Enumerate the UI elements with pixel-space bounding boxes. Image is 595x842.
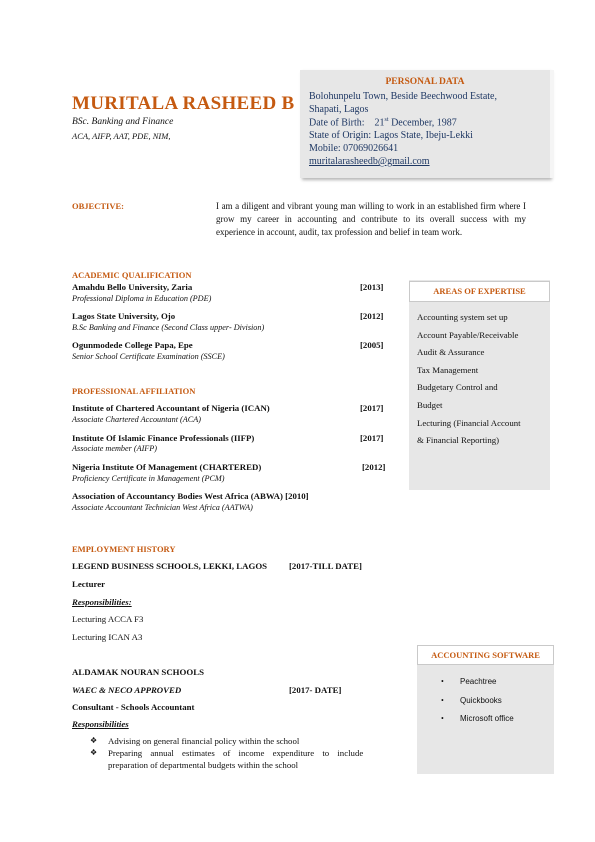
dob-day: 21 bbox=[374, 117, 385, 129]
job2-duty-2: Preparing annual estimates of income expenditure to include bbox=[108, 748, 364, 758]
academic-label: ACADEMIC QUALIFICATION bbox=[72, 270, 192, 280]
expertise-item-1: Accounting system set up bbox=[417, 312, 508, 322]
expertise-item-8: & Financial Reporting) bbox=[417, 435, 500, 445]
job1-role: Lecturer bbox=[72, 579, 106, 589]
academic-year-2: [2012] bbox=[360, 311, 384, 321]
academic-year-1: [2013] bbox=[360, 282, 384, 292]
address-line-2: Shapati, Lagos bbox=[309, 104, 369, 115]
academic-school-1: Amahdu Bello University, Zaria bbox=[72, 282, 193, 292]
affiliation-label: PROFESSIONAL AFFILIATION bbox=[72, 386, 196, 396]
job2-responsibilities-label: Responsibilities bbox=[72, 719, 129, 729]
candidate-name: MURITALA RASHEED B bbox=[72, 93, 295, 114]
job1-duty-1: Lecturing ACCA F3 bbox=[72, 614, 144, 624]
software-item-2: Quickbooks bbox=[460, 696, 502, 705]
affiliation-detail-3: Proficiency Certificate in Management (PCM) bbox=[72, 474, 225, 483]
employment-label: EMPLOYMENT HISTORY bbox=[72, 544, 176, 554]
mobile-number: Mobile: 07069026641 bbox=[309, 143, 399, 154]
date-of-birth bbox=[309, 117, 457, 128]
software-item-3: Microsoft office bbox=[460, 714, 514, 723]
affiliation-body-2: Institute Of Islamic Finance Professionals (IIFP) bbox=[72, 433, 255, 443]
dob-label: Date of Birth: bbox=[309, 117, 365, 129]
credentials-line: ACA, AIFP, AAT, PDE, NIM, bbox=[72, 131, 171, 141]
affiliation-detail-1: Associate Chartered Accountant (ACA) bbox=[72, 415, 201, 424]
job2-role: Consultant - Schools Accountant bbox=[72, 702, 195, 712]
software-title: ACCOUNTING SOFTWARE bbox=[417, 645, 554, 665]
diamond-bullet-icon: ❖ bbox=[90, 736, 98, 745]
academic-school-3: Ogunmodede College Papa, Epe bbox=[72, 340, 193, 350]
bullet-icon: • bbox=[441, 696, 444, 705]
expertise-title: AREAS OF EXPERTISE bbox=[409, 281, 550, 302]
job2-approval: WAEC & NECO APPROVED bbox=[72, 685, 182, 695]
academic-school-2: Lagos State University, Ojo bbox=[72, 311, 176, 321]
job1-period: [2017-TILL DATE] bbox=[289, 561, 362, 571]
expertise-item-5: Budgetary Control and bbox=[417, 382, 498, 392]
degree-line: BSc. Banking and Finance bbox=[72, 117, 174, 127]
job2-duty-1: Advising on general financial policy within the school bbox=[108, 736, 300, 746]
job2-employer: ALDAMAK NOURAN SCHOOLS bbox=[72, 667, 204, 677]
affiliation-year-1: [2017] bbox=[360, 403, 384, 413]
job1-employer: LEGEND BUSINESS SCHOOLS, LEKKI, LAGOS bbox=[72, 561, 268, 571]
state-of-origin: State of Origin: Lagos State, Ibeju-Lekki bbox=[309, 130, 473, 141]
dob-rest: December, 1987 bbox=[391, 117, 457, 129]
affiliation-detail-2: Associate member (AIFP) bbox=[72, 444, 158, 453]
expertise-item-4: Tax Management bbox=[417, 365, 479, 375]
expertise-item-3: Audit & Assurance bbox=[417, 347, 485, 357]
affiliation-detail-4: Associate Accountant Technician West Africa (AATWA) bbox=[72, 503, 253, 512]
affiliation-year-3: [2012] bbox=[362, 462, 386, 472]
job2-period: [2017- DATE] bbox=[289, 685, 342, 695]
academic-detail-2: B.Sc Banking and Finance (Second Class upper- Division) bbox=[72, 323, 265, 332]
software-item-1: Peachtree bbox=[460, 677, 497, 686]
address-line-1: Bolohunpelu Town, Beside Beechwood Estate, bbox=[309, 91, 497, 102]
dob-suffix: st bbox=[384, 117, 389, 123]
academic-detail-3: Senior School Certificate Examination (SSCE) bbox=[72, 352, 225, 361]
affiliation-body-4: Association of Accountancy Bodies West Africa (ABWA) [2010] bbox=[72, 491, 309, 501]
academic-year-3: [2005] bbox=[360, 340, 384, 350]
job1-duty-2: Lecturing ICAN A3 bbox=[72, 632, 143, 642]
job2-duty-3: preparation of departmental budgets within the school bbox=[108, 760, 299, 770]
objective-text: I am a diligent and vibrant young man willing to work in an established firm where I grow my career in accounting and contribute to its overall success with my experience in account, audit, tax profession and belief in team work. bbox=[216, 201, 526, 237]
expertise-item-2: Account Payable/Receivable bbox=[417, 330, 519, 340]
affiliation-body-3: Nigeria Institute Of Management (CHARTERED) bbox=[72, 462, 262, 472]
expertise-item-7: Lecturing (Financial Account bbox=[417, 418, 521, 428]
bullet-icon: • bbox=[441, 677, 444, 686]
objective-label: OBJECTIVE: bbox=[72, 201, 124, 211]
job1-responsibilities-label: Responsibilities: bbox=[72, 597, 132, 607]
email-link[interactable]: muritalarasheedb@gmail.com bbox=[309, 156, 430, 167]
bullet-icon: • bbox=[441, 714, 444, 723]
academic-detail-1: Professional Diploma in Education (PDE) bbox=[72, 294, 212, 303]
personal-data-title: PERSONAL DATA bbox=[385, 77, 465, 87]
expertise-item-6: Budget bbox=[417, 400, 443, 410]
affiliation-year-2: [2017] bbox=[360, 433, 384, 443]
diamond-bullet-icon: ❖ bbox=[90, 748, 98, 757]
affiliation-body-1: Institute of Chartered Accountant of Nigeria (ICAN) bbox=[72, 403, 270, 413]
